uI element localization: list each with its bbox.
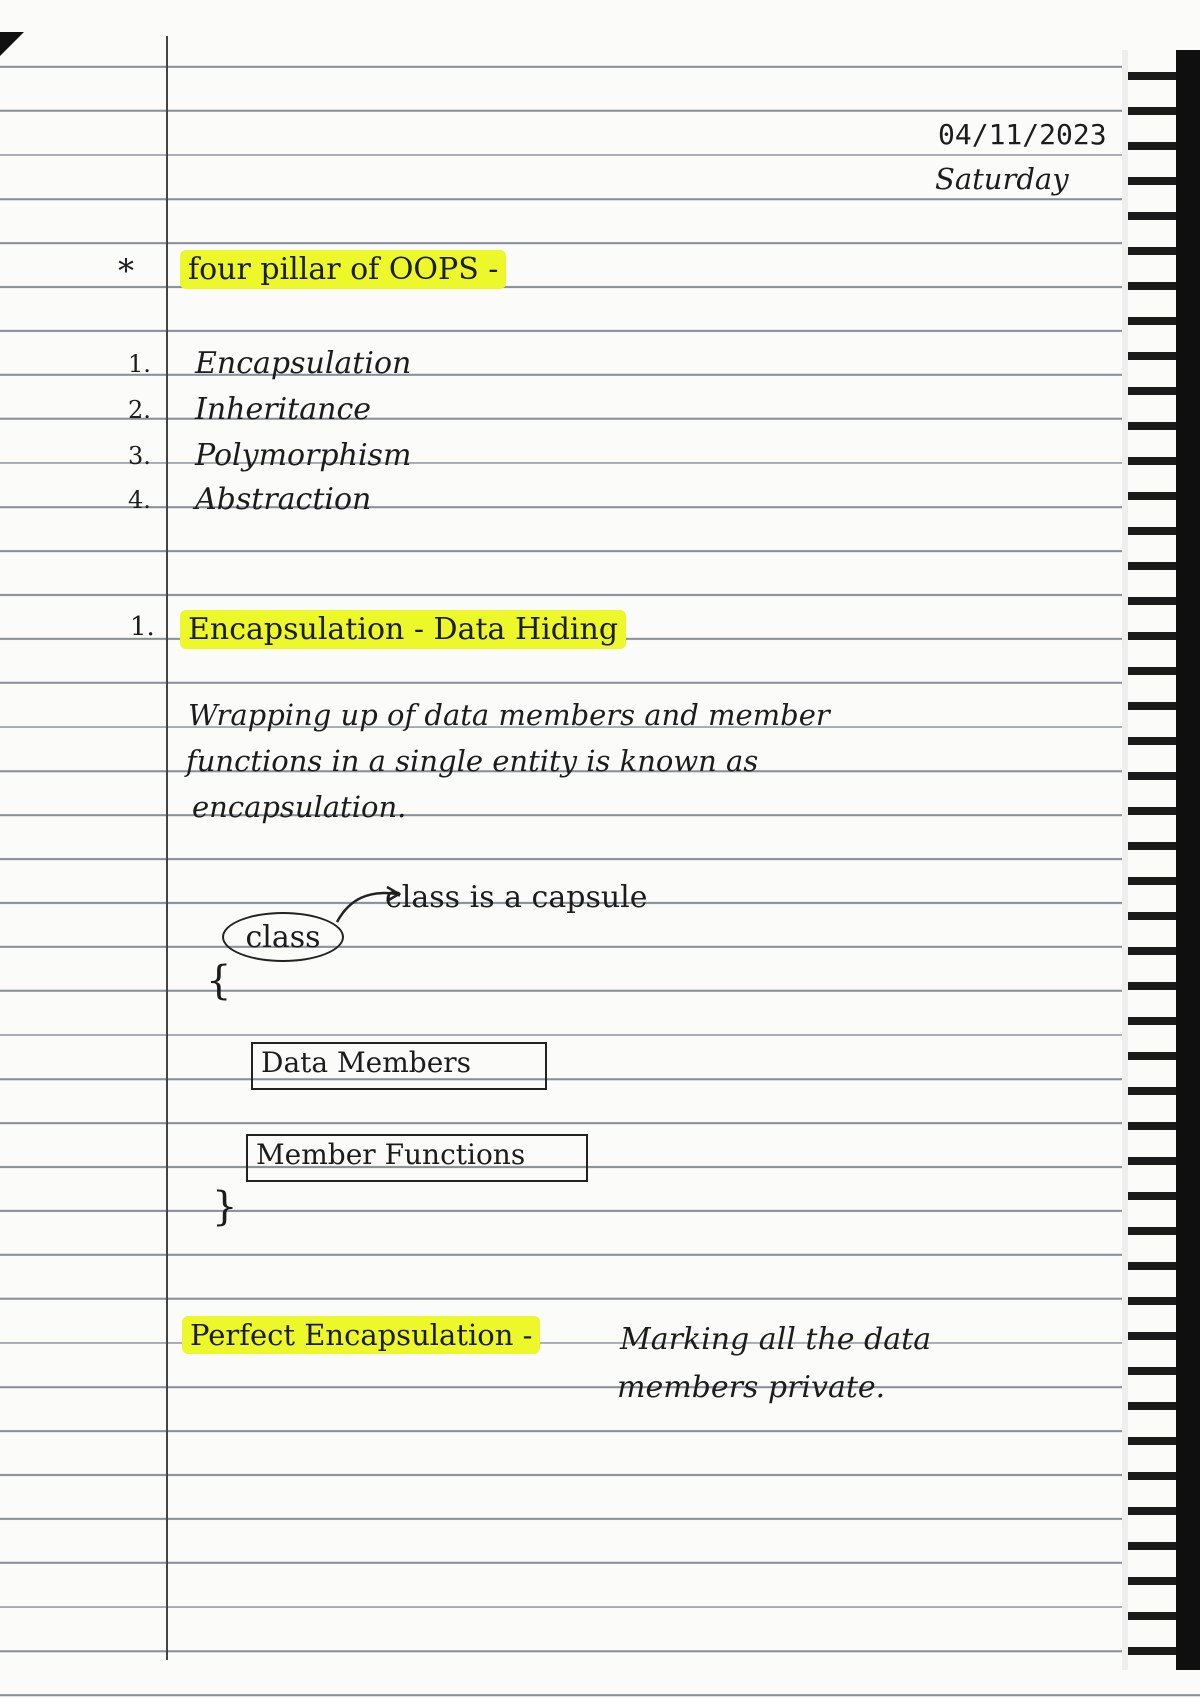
capsule-note: class is a capsule — [385, 880, 648, 915]
pillar-number: 3. — [128, 442, 151, 470]
close-brace: } — [212, 1184, 238, 1230]
page-corner-mark — [0, 32, 24, 56]
definition-line: encapsulation. — [192, 790, 407, 824]
data-members-box — [251, 1042, 547, 1090]
section-number: 1. — [130, 612, 155, 642]
perfect-definition-line: members private. — [617, 1370, 886, 1405]
heading-title: four pillar of OOPS - — [180, 250, 506, 289]
spiral-binding — [1122, 50, 1200, 1670]
pillar-item: Abstraction — [195, 482, 372, 517]
heading-bullet: * — [118, 252, 134, 290]
pillar-item: Inheritance — [195, 392, 372, 427]
pillar-item: Polymorphism — [195, 438, 412, 473]
pillar-item: Encapsulation — [195, 346, 412, 381]
definition-line: Wrapping up of data members and member — [188, 698, 830, 732]
data-members-label: Data Members — [261, 1046, 472, 1079]
definition-line: functions in a single entity is known as — [186, 744, 759, 778]
section-title: Encapsulation - Data Hiding — [180, 610, 626, 649]
class-oval — [222, 912, 344, 962]
perfect-definition-line: Marking all the data — [620, 1322, 932, 1357]
pillar-number: 2. — [128, 396, 151, 424]
class-label: class — [245, 919, 321, 955]
day: Saturday — [935, 162, 1069, 196]
margin-line — [166, 36, 168, 1660]
pillar-number: 4. — [128, 486, 151, 514]
member-functions-box — [246, 1134, 588, 1182]
perfect-term: Perfect Encapsulation - — [182, 1316, 540, 1354]
pillar-number: 1. — [128, 350, 151, 378]
open-brace: { — [206, 958, 232, 1004]
date: 04/11/2023 — [938, 118, 1107, 151]
member-functions-label: Member Functions — [256, 1138, 526, 1171]
